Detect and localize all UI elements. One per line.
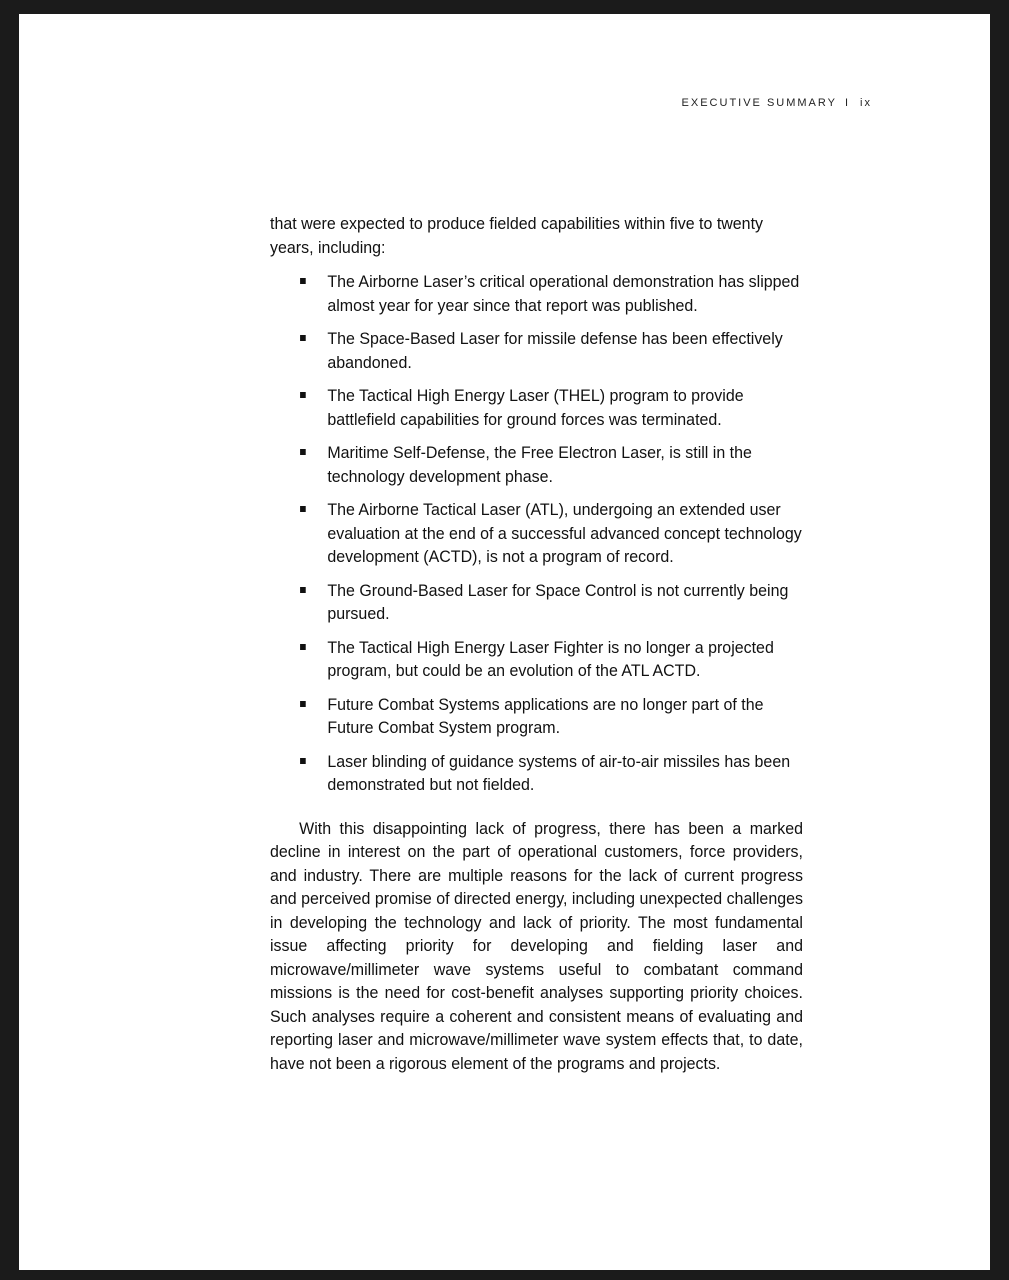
square-bullet-icon xyxy=(300,644,306,650)
square-bullet-icon xyxy=(300,278,306,284)
page-number: ix xyxy=(860,97,872,109)
running-header xyxy=(682,97,872,109)
header-separator: I xyxy=(844,97,851,109)
list-item xyxy=(270,270,803,317)
square-bullet-icon xyxy=(300,758,306,764)
list-item-text: The Airborne Tactical Laser (ATL), undergoing an extended user evaluation at the end of a successful advanced concept technology development (ACTD), is not a program of record. xyxy=(327,500,802,566)
list-item xyxy=(270,636,803,683)
list-item xyxy=(270,579,803,626)
section-title: EXECUTIVE SUMMARY xyxy=(681,97,837,109)
list-item xyxy=(270,327,803,374)
list-item xyxy=(270,750,803,797)
body-text xyxy=(270,212,803,1075)
square-bullet-icon xyxy=(300,392,306,398)
bullet-list xyxy=(270,270,803,797)
intro-paragraph: that were expected to produce fielded capabilities within five to twenty years, including: xyxy=(270,214,764,257)
list-item-text: The Ground-Based Laser for Space Control is not currently being pursued. xyxy=(327,580,789,623)
square-bullet-icon xyxy=(300,701,306,707)
list-item-text: The Tactical High Energy Laser (THEL) program to provide battlefield capabilities for ground forces was terminated. xyxy=(327,386,744,429)
square-bullet-icon xyxy=(300,449,306,455)
list-item xyxy=(270,384,803,431)
document-page xyxy=(19,14,990,1270)
square-bullet-icon xyxy=(300,587,306,593)
list-item xyxy=(270,498,803,569)
list-item-text: The Airborne Laser’s critical operational demonstration has slipped almost year for year since that report was published. xyxy=(327,272,800,315)
list-item-text: The Tactical High Energy Laser Fighter is no longer a projected program, but could be an evolution of the ATL ACTD. xyxy=(327,637,774,680)
list-item xyxy=(270,693,803,740)
list-item-text: Maritime Self-Defense, the Free Electron Laser, is still in the technology development phase. xyxy=(327,443,752,486)
square-bullet-icon xyxy=(300,335,306,341)
closing-paragraph: With this disappointing lack of progress, there has been a marked decline in interest on the part of operational customers, force providers, and industry. There are multiple reasons for the lack of current progress and perceived promise of directed energy, including unexpected challenges in developing the technology and lack of priority. The most fundamental issue affecting priority for developing and fielding laser and microwave/millimeter wave systems useful to combatant command missions is the need for cost-benefit analyses supporting priority choices. Such analyses require a coherent and consistent means of evaluating and reporting laser and microwave/millimeter wave system effects that, to date, have not been a rigorous element of the programs and projects. xyxy=(270,818,803,1073)
list-item-text: The Space-Based Laser for missile defense has been effectively abandoned. xyxy=(327,329,783,372)
square-bullet-icon xyxy=(300,506,306,512)
list-item-text: Laser blinding of guidance systems of air-to-air missiles has been demonstrated but not fielded. xyxy=(327,751,791,794)
list-item-text: Future Combat Systems applications are no longer part of the Future Combat System program. xyxy=(327,694,764,737)
list-item xyxy=(270,441,803,488)
